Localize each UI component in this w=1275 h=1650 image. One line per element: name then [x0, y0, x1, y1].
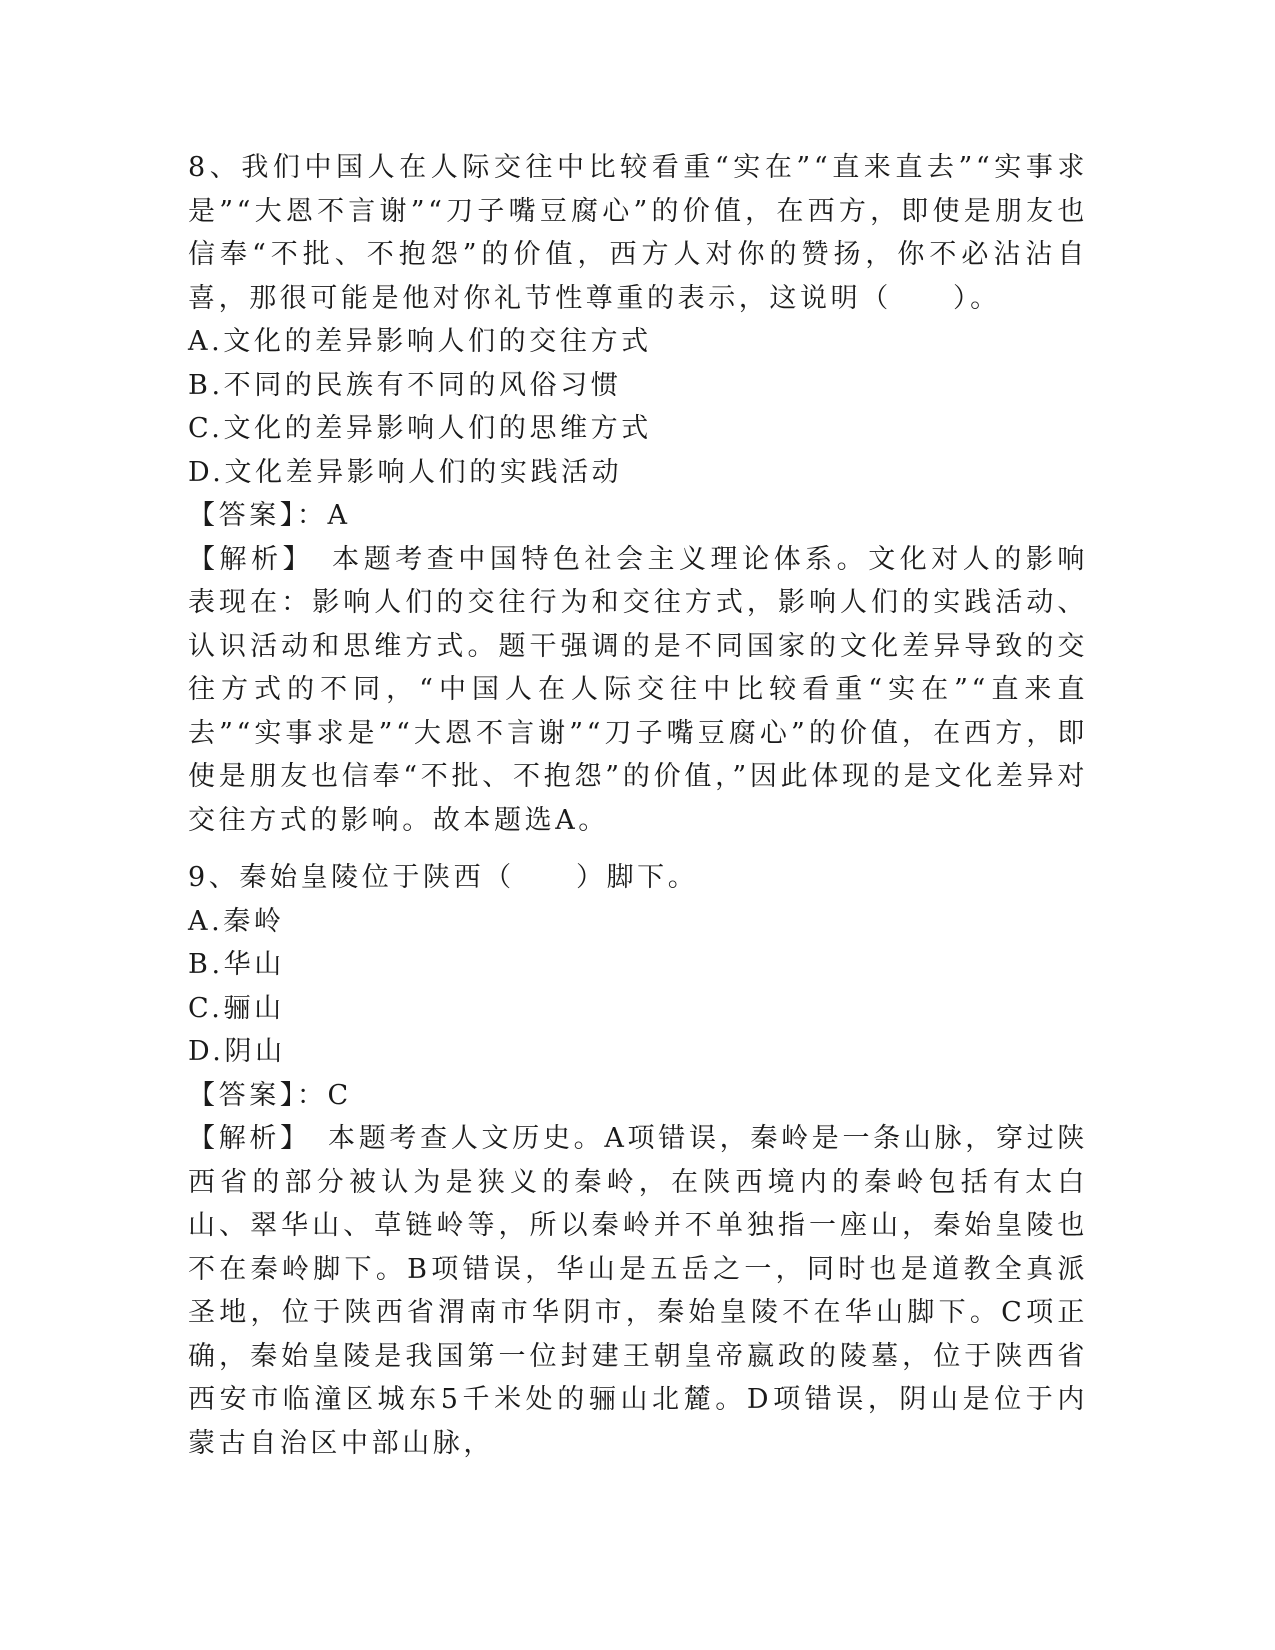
question-8 — [188, 146, 1088, 842]
answer: 【答案】：C — [188, 1079, 352, 1111]
option-c: C.文化的差异影响人们的思维方式 — [188, 413, 652, 444]
question-spacer — [188, 842, 1088, 856]
option-c: C.骊山 — [188, 992, 285, 1024]
question-stem: 9、秦始皇陵位于陕西（ ）脚下。 — [188, 862, 699, 893]
option-a: A.秦岭 — [188, 905, 285, 937]
option-d: D.阴山 — [188, 1036, 286, 1067]
option-a: A.文化的差异影响人们的交往方式 — [188, 326, 652, 357]
analysis: 【解析】 本题考查人文历史。A项错误，秦岭是一条山脉，穿过陕西省的部分被认为是狭义的秦岭，在陕西境内的秦岭包括有太白山、翠华山、草链岭等，所以秦岭并不单独指一座山，秦始皇陵也不在秦岭脚下。B项错误，华山是五岳之一，同时也是道教全真派圣地，位于陕西省渭南市华阴市，秦始皇陵不在华山脚下。C项正确，秦始皇陵是我国第一位封建王朝皇帝嬴政的陵墓，位于陕西省西安市临潼区城东5千米处的骊山北麓。D项错误，阴山是位于内蒙古自治区中部山脉， — [188, 1123, 1088, 1459]
option-b: B.不同的民族有不同的风俗习惯 — [188, 369, 622, 401]
option-b: B.华山 — [188, 949, 285, 980]
question-9 — [188, 856, 1088, 1465]
analysis: 【解析】 本题考查中国特色社会主义理论体系。文化对人的影响表现在：影响人们的交往行为和交往方式，影响人们的实践活动、认识活动和思维方式。题干强调的是不同国家的文化差异导致的交往方式的不同，“中国人在人际交往中比较看重“实在”“直来直去”“实事求是”“大恩不言谢”“刀子嘴豆腐心”的价值，在西方，即使是朋友也信奉“不批、不抱怨”的价值，”因此体现的是文化差异对交往方式的影响。故本题选A。 — [188, 543, 1088, 836]
document-page — [188, 146, 1088, 1465]
question-stem: 8、我们中国人在人际交往中比较看重“实在”“直来直去”“实事求是”“大恩不言谢”“刀子嘴豆腐心”的价值，在西方，即使是朋友也信奉“不批、不抱怨”的价值，西方人对你的赞扬，你不必沾沾自喜，那很可能是他对你礼节性尊重的表示，这说明（ ）。 — [188, 152, 1088, 314]
option-d: D.文化差异影响人们的实践活动 — [188, 456, 623, 488]
answer: 【答案】：A — [188, 500, 351, 531]
